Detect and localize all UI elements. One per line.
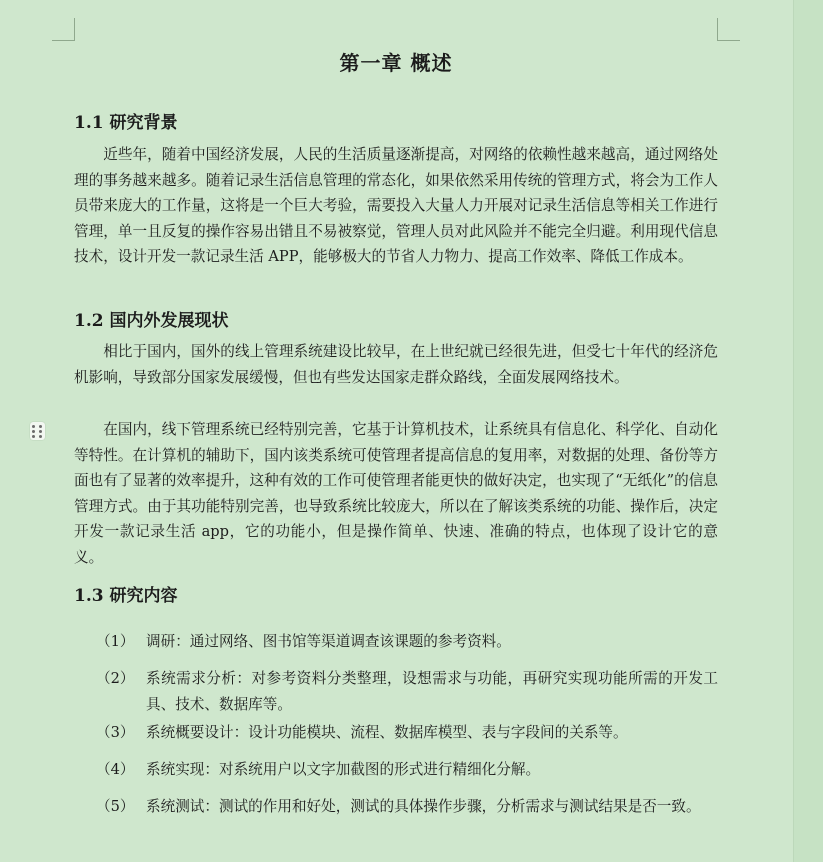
list-item-text: 系统测试：测试的作用和好处，测试的具体操作步骤，分析需求与测试结果是否一致。 [146,798,701,815]
paragraph-domestic-status[interactable]: 在国内，线下管理系统已经特别完善，它基于计算机技术，让系统具有信息化、科学化、自动化等特性。在计算机的辅助下，国内该类系统可使管理者提高信息的复用率，对数据的处理、备份等方面也有了显著的效率提升，这种有效的工作可使管理者能更快的做好决定，也实现了“无纸化”的信息管理方式。由于其功能特别完善，也导致系统比较庞大，所以在了解该类系统的功能、操作后，决定开发一款记录生活 app，它的功能小，但是操作简单、快速、准确的特点，也体现了设计它的意义。 [74,421,718,566]
list-item-text: 调研：通过网络、图书馆等渠道调查该课题的参考资料。 [146,633,511,650]
list-item-text: 系统实现：对系统用户以文字加截图的形式进行精细化分解。 [146,761,541,778]
section-heading-1-1: 1.1 研究背景 [74,113,178,133]
list-item[interactable] [96,629,718,655]
list-item[interactable] [96,794,718,820]
paragraph-background[interactable]: 近些年，随着中国经济发展，人民的生活质量逐渐提高，对网络的依赖性越来越高，通过网络处理的事务越来越多。随着记录生活信息管理的常态化，如果依然采用传统的管理方式，将会为工作人员带来庞大的工作量，这将是一个巨大考验，需要投入大量人力开展对记录生活信息等相关工作进行管理，单一且反复的操作容易出错且不易被察觉，管理人员对此风险并不能完全归避。利用现代信息技术，设计开发一款记录生活 APP，能够极大的节省人力物力、提高工作效率、降低工作成本。 [74,146,718,265]
drag-handle-icon[interactable] [30,422,45,440]
section-heading-1-2: 1.2 国内外发展现状 [74,311,229,331]
paragraph-foreign-status[interactable]: 相比于国内，国外的线上管理系统建设比较早，在上世纪就已经很先进，但受七十年代的经济危机影响，导致部分国家发展缓慢，但也有些发达国家走群众路线，全面发展网络技术。 [74,343,718,386]
list-item-number: （2） [96,670,135,687]
list-item-number: （3） [96,724,135,741]
chapter-title: 第一章 概述 [339,51,453,75]
list-item-text: 系统需求分析：对参考资料分类整理，设想需求与功能，再研究实现功能所需的开发工具、技术、数据库等。 [146,670,718,713]
top-left-margin-mark [52,18,75,41]
list-item-number: （1） [96,633,135,650]
list-item-text: 系统概要设计：设计功能模块、流程、数据库模型、表与字段间的关系等。 [146,724,628,741]
list-item[interactable] [96,757,718,783]
list-item-number: （5） [96,798,135,815]
list-item[interactable] [96,666,718,717]
list-item-number: （4） [96,761,135,778]
section-heading-1-3: 1.3 研究内容 [74,586,178,606]
vertical-scrollbar[interactable] [793,0,823,862]
top-right-margin-mark [717,18,740,41]
list-item[interactable] [96,720,718,746]
